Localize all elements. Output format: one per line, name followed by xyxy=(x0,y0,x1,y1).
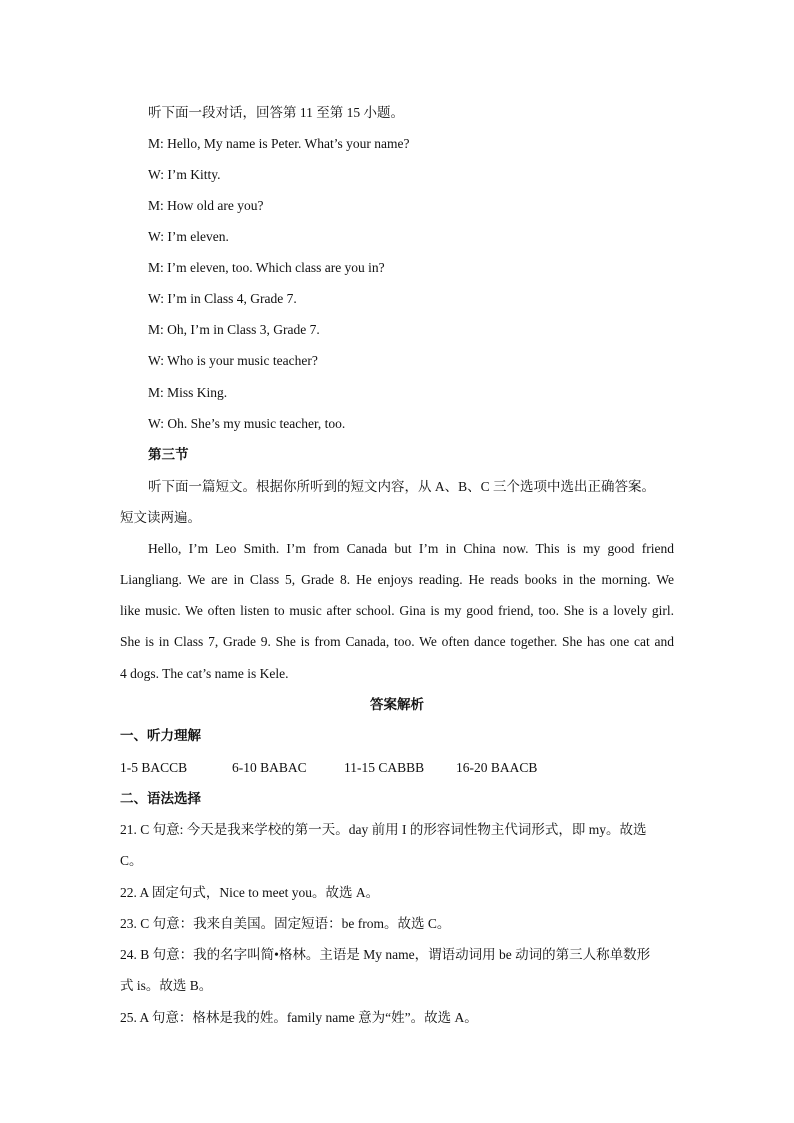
passage-line: like music. We often listen to music after school. Gina is my good friend, too. She is a lovely girl. xyxy=(120,603,674,618)
section-instruction: 短文读两遍。 xyxy=(120,510,201,525)
answer-explanation: 24. B 句意：我的名字叫简•格林。主语是 My name，谓语动词用 be 动词的第三人称单数形 xyxy=(120,947,651,962)
dialogue-line: M: Miss King. xyxy=(148,385,228,400)
answer-key-title: 答案解析 xyxy=(370,697,424,712)
passage-line: She is in Class 7, Grade 9. She is from Canada, too. We often dance together. She has one cat and xyxy=(120,634,674,649)
section-instruction: 听下面一篇短文。根据你所听到的短文内容，从 A、B、C 三个选项中选出正确答案。 xyxy=(148,479,656,494)
dialogue-line: W: I’m Kitty. xyxy=(148,167,221,182)
answer-explanation-cont: 式 is。故选 B。 xyxy=(120,978,213,993)
answer-explanation: 21. C 句意: 今天是我来学校的第一天。day 前用 I 的形容词性物主代词形式，即 my。故选 xyxy=(120,822,647,837)
answer-group: 1-5 BACCB xyxy=(120,760,188,775)
answer-explanation: 25. A 句意：格林是我的姓。family name 意为“姓”。故选 A。 xyxy=(120,1010,478,1025)
answer-group: 16-20 BAACB xyxy=(456,760,538,775)
dialogue-line: W: Oh. She’s my music teacher, too. xyxy=(148,416,346,431)
passage-line: Liangliang. We are in Class 5, Grade 8. He enjoys reading. He reads books in the morning. We xyxy=(120,572,674,587)
section-title: 第三节 xyxy=(148,447,189,462)
dialogue-line: M: Hello, My name is Peter. What’s your name? xyxy=(148,136,410,151)
dialogue-line: W: I’m in Class 4, Grade 7. xyxy=(148,291,297,306)
part-title: 二、语法选择 xyxy=(120,791,201,806)
answer-group: 11-15 CABBB xyxy=(344,760,425,775)
passage-line: 4 dogs. The cat’s name is Kele. xyxy=(120,666,289,681)
answer-explanation: 23. C 句意：我来自美国。固定短语：be from。故选 C。 xyxy=(120,916,451,931)
dialogue-line: M: Oh, I’m in Class 3, Grade 7. xyxy=(148,322,320,337)
passage-line: Hello, I’m Leo Smith. I’m from Canada but I’m in China now. This is my good friend xyxy=(148,541,674,556)
part-title: 一、听力理解 xyxy=(120,728,201,743)
dialogue-line: W: I’m eleven. xyxy=(148,229,229,244)
dialogue-line: W: Who is your music teacher? xyxy=(148,353,318,368)
answer-explanation: 22. A 固定句式，Nice to meet you。故选 A。 xyxy=(120,885,380,900)
dialogue-line: M: How old are you? xyxy=(148,198,264,213)
dialogue-intro: 听下面一段对话，回答第 11 至第 15 小题。 xyxy=(148,105,404,120)
answer-group: 6-10 BABAC xyxy=(232,760,307,775)
dialogue-line: M: I’m eleven, too. Which class are you in? xyxy=(148,260,385,275)
answer-explanation-cont: C。 xyxy=(120,853,143,868)
